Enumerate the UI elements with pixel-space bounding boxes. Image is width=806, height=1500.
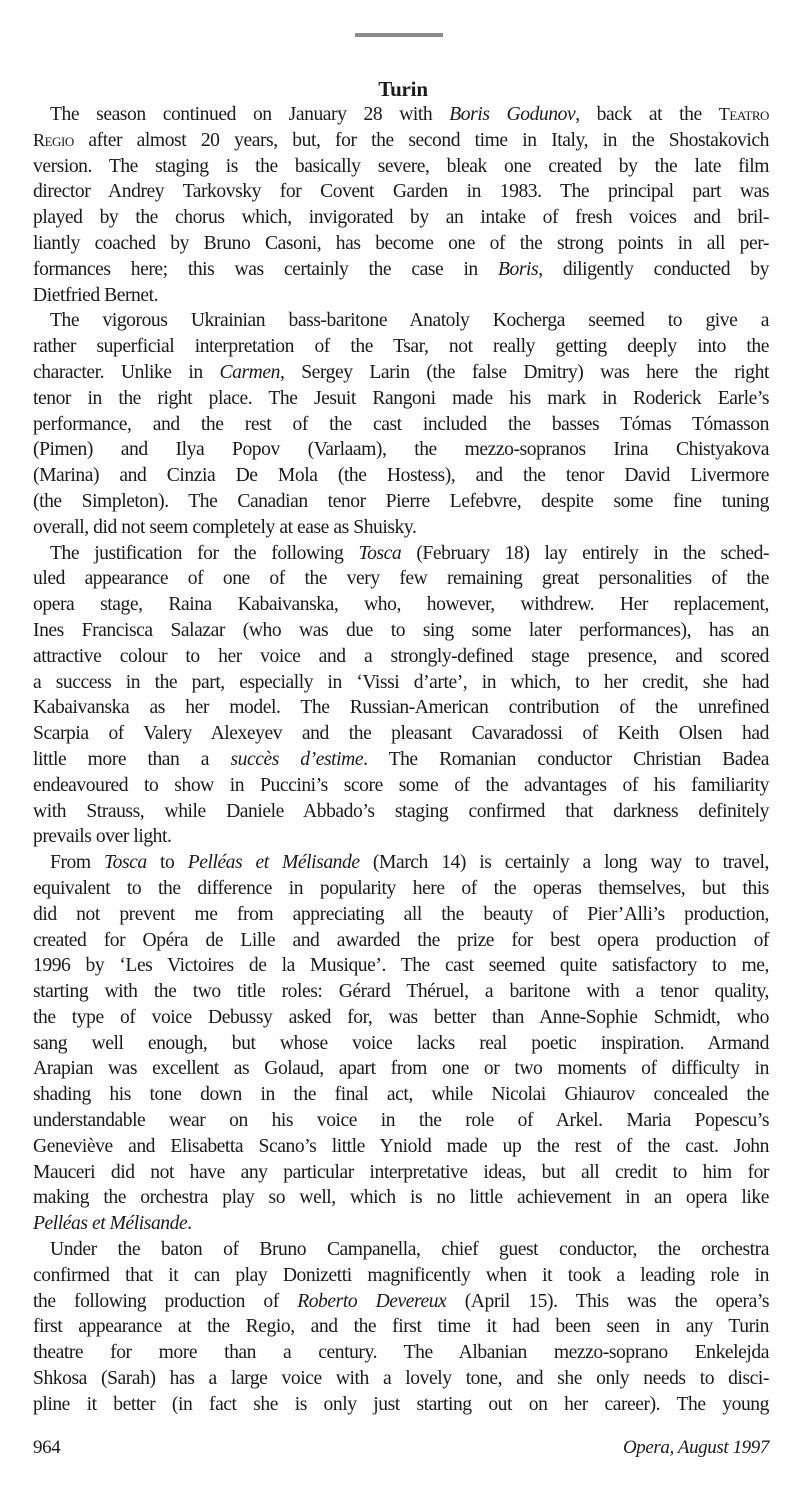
text-line: [33, 1005, 769, 1031]
text-run: (April 15). This was the opera’s: [446, 1290, 769, 1312]
text-run: after almost 20 years, but, for the second time in Italy, in the Shostakovich: [73, 129, 769, 151]
text-line: [33, 1289, 769, 1315]
text-line: [33, 360, 769, 386]
text-line: [33, 644, 769, 670]
text-run: attractive colour to her voice and a strongly-defined stage presence, and scored: [33, 645, 769, 667]
text-run: (Pimen) and Ilya Popov (Varlaam), the mezzo-sopranos Irina Chistyakova: [33, 439, 769, 461]
text-run: theatre for more than a century. The Albanian mezzo-soprano Enkelejda: [33, 1342, 769, 1364]
text-line: [33, 128, 769, 154]
text-line: [33, 334, 769, 360]
section-title: Turin: [378, 77, 428, 101]
text-run: liantly coached by Bruno Casoni, has become one of the strong points in all per-: [33, 232, 769, 254]
text-run: . The Romanian conductor Christian Badea: [363, 748, 769, 770]
text-run: first appearance at the Regio, and the first time it had been seen in any Turin: [33, 1316, 769, 1338]
text-run: director Andrey Tarkovsky for Covent Garden in 1983. The principal part was: [33, 181, 769, 203]
text-line: [33, 1185, 769, 1211]
text-run: did not prevent me from appreciating all the beauty of Pier’Alli’s production,: [33, 903, 769, 925]
text-run: (the Simpleton). The Canadian tenor Pierre Lefebvre, despite some fine tuning: [33, 490, 769, 512]
text-run: rather superficial interpretation of the Tsar, not really getting deeply into the: [33, 336, 769, 358]
text-line: [33, 902, 769, 928]
text-run: Ines Francisca Salazar (who was due to sing some later performances), has an: [33, 619, 769, 641]
text-run: Kabaivanska as her model. The Russian-American contribution of the unrefined: [33, 697, 769, 719]
italic-title: succès d’estime: [230, 748, 364, 770]
text-line: [33, 1392, 769, 1418]
small-caps-text: Teatro: [718, 104, 769, 124]
text-run: Geneviève and Elisabetta Scano’s little Yniold made up the rest of the cast. John: [33, 1135, 769, 1157]
text-run: the following production of: [33, 1290, 298, 1312]
text-line: [33, 386, 769, 412]
italic-title: Tosca: [103, 852, 147, 874]
text-run: character. Unlike in: [33, 361, 220, 383]
text-run: endeavoured to show in Puccini’s score some of the advantages of his familiarity: [33, 774, 769, 796]
text-run: little more than a: [33, 748, 231, 770]
text-line: [33, 1134, 769, 1160]
text-run: Shkosa (Sarah) has a large voice with a lovely tone, and she only needs to disci-: [33, 1368, 769, 1390]
text-line: [33, 1031, 769, 1057]
text-run: a success in the part, especially in ‘Vissi d’arte’, in which, to her credit, she had: [33, 671, 769, 693]
text-run: with Strauss, while Daniele Abbado’s staging confirmed that darkness definitely: [33, 800, 769, 822]
paragraph: [33, 308, 769, 540]
text-line: [33, 566, 769, 592]
italic-title: Boris Godunov: [449, 104, 576, 125]
italic-title: Carmen: [219, 361, 280, 383]
text-run: The season continued on January 28 with: [50, 104, 450, 125]
text-line: [33, 515, 769, 541]
text-run: tenor in the right place. The Jesuit Rangoni made his mark in Roderick Earle’s: [33, 387, 769, 409]
text-line: [33, 1314, 769, 1340]
text-run: created for Opéra de Lille and awarded the prize for best opera production of: [33, 929, 769, 951]
text-run: Arapian was excellent as Golaud, apart from one or two moments of difficulty in: [33, 1058, 769, 1080]
text-run: to: [146, 852, 188, 874]
text-run: overall, did not seem completely at ease as Shuisky.: [33, 516, 417, 538]
text-line: [33, 154, 769, 180]
italic-title: Pelléas et Mélisande: [33, 1213, 188, 1235]
text-run: opera stage, Raina Kabaivanska, who, however, withdrew. Her replacement,: [33, 594, 769, 616]
text-line: [33, 1082, 769, 1108]
text-line: [33, 412, 769, 438]
text-line: [33, 979, 769, 1005]
paragraph: [33, 850, 769, 1237]
text-run: played by the chorus which, invigorated by an intake of fresh voices and bril-: [33, 207, 769, 229]
text-line: [33, 670, 769, 696]
text-line: [33, 695, 769, 721]
text-line: [33, 618, 769, 644]
text-run: From: [50, 852, 104, 874]
text-line: [33, 747, 769, 773]
text-run: , Sergey Larin (the false Dmitry) was here the right: [279, 361, 769, 383]
text-line: [33, 850, 769, 876]
paragraph: [33, 1237, 769, 1418]
text-run: , diligently conducted by: [538, 258, 769, 280]
text-line: [33, 231, 769, 257]
text-run: Scarpia of Valery Alexeyev and the pleasant Cavaradossi of Keith Olsen had: [33, 723, 769, 745]
text-run: .: [187, 1213, 192, 1235]
text-line: [33, 824, 769, 850]
text-line: [33, 1263, 769, 1289]
text-line: [33, 1237, 769, 1263]
text-run: Under the baton of Bruno Campanella, chief guest conductor, the orchestra: [50, 1239, 769, 1261]
text-run: 1996 by ‘Les Victoires de la Musique’. The cast seemed quite satisfactory to me,: [33, 955, 769, 977]
text-line: [33, 437, 769, 463]
text-run: pline it better (in fact she is only just starting out on her career). The young: [33, 1393, 769, 1415]
page-number: 964: [33, 1437, 61, 1458]
text-run: confirmed that it can play Donizetti magnificently when it took a leading role in: [33, 1264, 769, 1286]
text-run: shading his tone down in the final act, while Nicolai Ghiaurov concealed the: [33, 1084, 769, 1106]
decorative-rule: [355, 33, 443, 37]
text-line: [33, 1211, 769, 1237]
text-line: [33, 308, 769, 334]
text-run: (March 14) is certainly a long way to travel,: [359, 852, 769, 874]
text-run: , back at the: [575, 104, 719, 125]
text-run: (Marina) and Cinzia De Mola (the Hostess), and the tenor David Livermore: [33, 465, 769, 487]
text-line: [33, 876, 769, 902]
text-line: [33, 1366, 769, 1392]
text-line: [33, 179, 769, 205]
paragraph: [33, 541, 769, 851]
small-caps-text: Regio: [33, 129, 74, 150]
text-run: uled appearance of one of the very few remaining great personalities of the: [33, 568, 769, 590]
italic-title: Roberto Devereux: [297, 1290, 447, 1312]
text-run: Dietfried Bernet.: [33, 284, 159, 306]
text-run: The vigorous Ukrainian bass-baritone Anatoly Kocherga seemed to give a: [50, 310, 769, 332]
text-run: making the orchestra play so well, which is no little achievement in an opera like: [33, 1187, 769, 1209]
text-run: sang well enough, but whose voice lacks real poetic inspiration. Armand: [33, 1032, 769, 1054]
text-line: [33, 102, 769, 128]
text-line: [33, 463, 769, 489]
text-run: Mauceri did not have any particular interpretative ideas, but all credit to him for: [33, 1161, 769, 1183]
text-line: [33, 257, 769, 283]
text-line: [33, 541, 769, 567]
text-run: version. The staging is the basically severe, bleak one created by the late film: [33, 155, 769, 177]
italic-title: Tosca: [358, 542, 402, 564]
text-run: formances here; this was certainly the case in: [33, 258, 498, 280]
text-line: [33, 721, 769, 747]
text-line: [33, 283, 769, 309]
text-line: [33, 1108, 769, 1134]
text-run: the type of voice Debussy asked for, was better than Anne-Sophie Schmidt, who: [33, 1006, 769, 1028]
text-line: [33, 1056, 769, 1082]
text-line: [33, 773, 769, 799]
article-body: [33, 102, 769, 1418]
text-line: [33, 489, 769, 515]
italic-title: Boris: [497, 258, 539, 280]
text-run: starting with the two title roles: Gérard Théruel, a baritone with a tenor quality,: [33, 981, 769, 1003]
text-run: The justification for the following: [50, 542, 359, 564]
italic-title: Pelléas et Mélisande: [187, 852, 360, 874]
text-line: [33, 1340, 769, 1366]
text-run: performance, and the rest of the cast included the basses Tómas Tómasson: [33, 413, 769, 435]
text-line: [33, 953, 769, 979]
paragraph: [33, 102, 769, 308]
text-run: (February 18) lay entirely in the sched-: [401, 542, 769, 564]
text-line: [33, 799, 769, 825]
running-title: Opera, August 1997: [622, 1437, 769, 1458]
text-line: [33, 1160, 769, 1186]
text-run: equivalent to the difference in popularity here of the operas themselves, but this: [33, 877, 769, 899]
text-line: [33, 928, 769, 954]
text-run: understandable wear on his voice in the role of Arkel. Maria Popescu’s: [33, 1110, 769, 1132]
text-line: [33, 205, 769, 231]
text-run: prevails over light.: [33, 826, 172, 848]
text-line: [33, 592, 769, 618]
